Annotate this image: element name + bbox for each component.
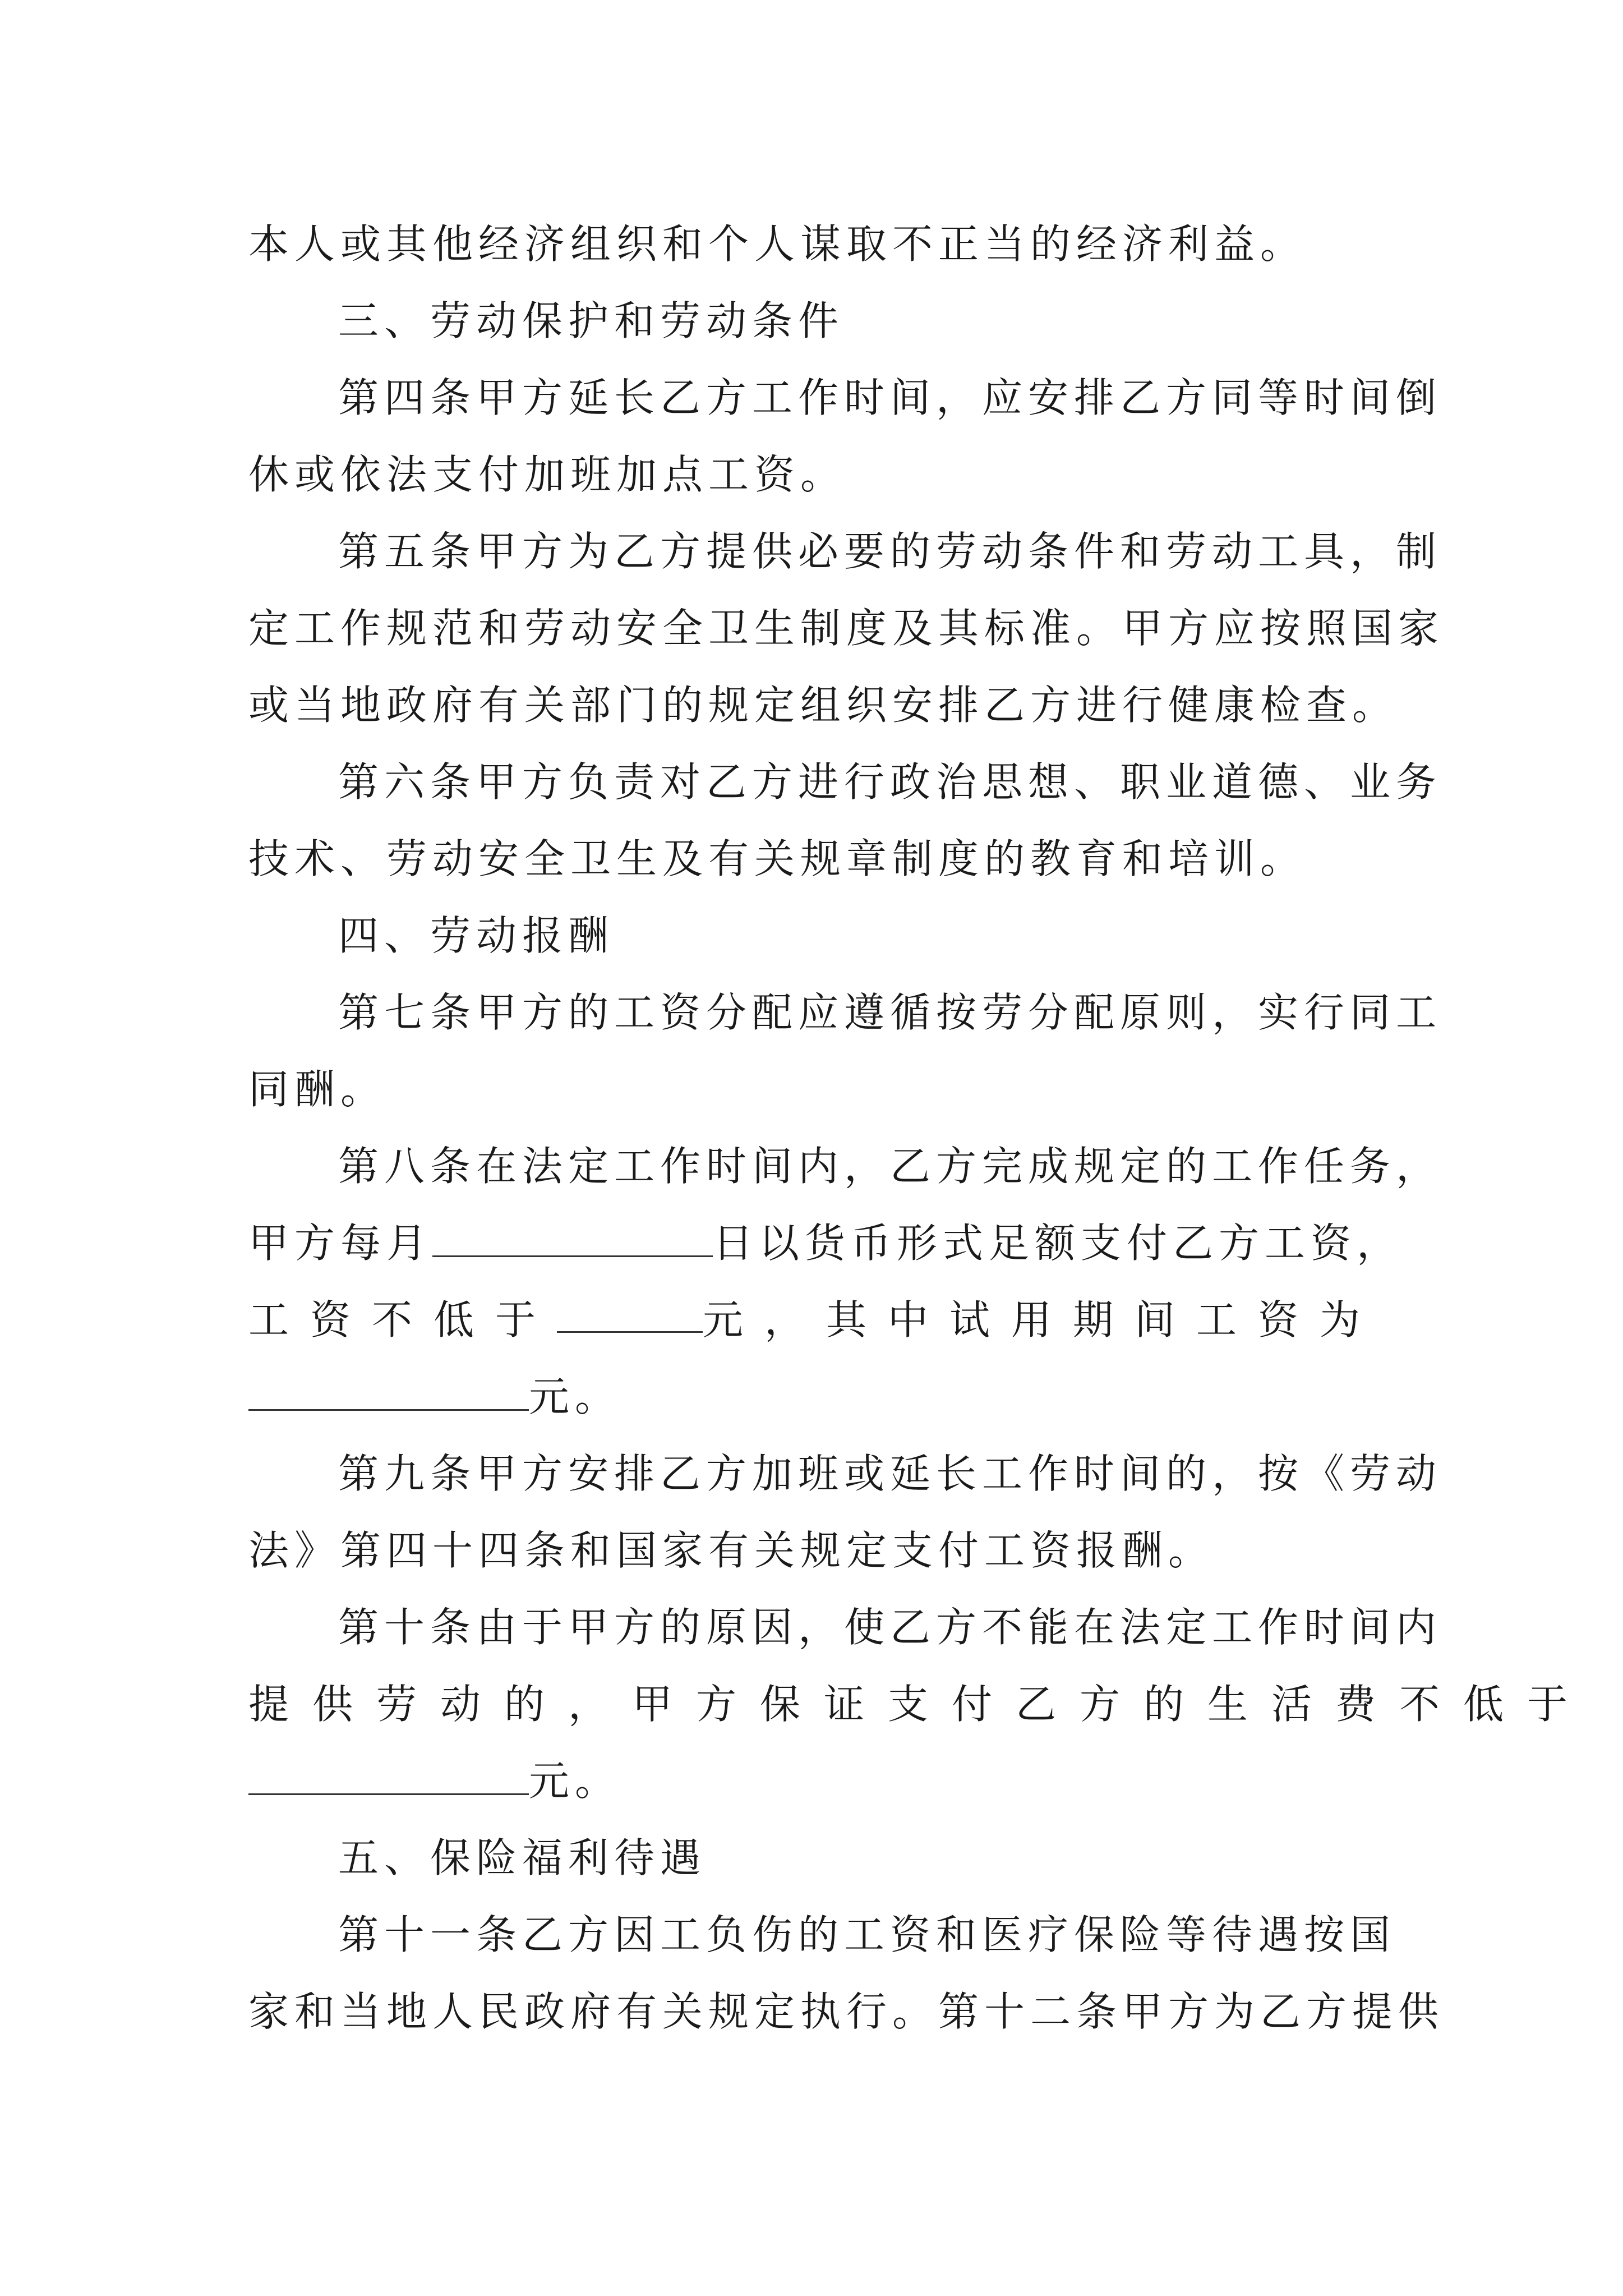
article-8-line-2: [248, 1215, 1403, 1271]
article-7-line-2: 同酬。: [248, 1066, 387, 1113]
article-10-line-2: 提供劳动的，甲方保证支付乙方的生活费不低于: [248, 1681, 1592, 1728]
article-11-line-2: 家和当地人民政府有关规定执行。第十二条甲方为乙方提供: [248, 1988, 1445, 2035]
article-10-line-3: [248, 1753, 1381, 1809]
text-line: 本人或其他经济组织和个人谋取不正当的经济利益。: [248, 220, 1307, 268]
section-heading-3: 三、劳动保护和劳动条件: [338, 297, 845, 344]
article-11-line-1: 第十一条乙方因工负伤的工资和医疗保险等待遇按国: [338, 1911, 1396, 1958]
article-5-line-3: 或当地政府有关部门的规定组织安排乙方进行健康检查。: [248, 682, 1399, 729]
article-5-line-2: 定工作规范和劳动安全卫生制度及其标准。甲方应按照国家: [248, 605, 1445, 652]
article-8-text-a: 甲方每月: [248, 1220, 433, 1267]
article-5-line-1: 第五条甲方为乙方提供必要的劳动条件和劳动工具，制: [338, 528, 1442, 575]
section-heading-4: 四、劳动报酬: [338, 912, 615, 959]
article-8-text-e: 元。: [529, 1373, 621, 1420]
article-8-text-c: 工资不低于: [248, 1296, 557, 1343]
section-heading-5: 五、保险福利待遇: [338, 1834, 707, 1881]
article-4-line-2: 休或依法支付加班加点工资。: [248, 451, 847, 498]
article-8-line-4: [248, 1369, 1381, 1425]
article-7-line-1: 第七条甲方的工资分配应遵循按劳分配原则，实行同工: [338, 989, 1442, 1036]
article-9-line-2: 法》第四十四条和国家有关规定支付工资报酬。: [248, 1527, 1215, 1574]
article-6-line-2: 技术、劳动安全卫生及有关规章制度的教育和培训。: [248, 835, 1307, 882]
article-4-line-1: 第四条甲方延长乙方工作时间，应安排乙方同等时间倒: [338, 374, 1442, 421]
blank-field-living-cost[interactable]: [248, 1754, 529, 1795]
blank-field-pay-day[interactable]: [432, 1216, 713, 1257]
blank-field-probation-wage[interactable]: [248, 1370, 529, 1411]
article-8-line-3: [248, 1292, 1381, 1348]
article-9-line-1: 第九条甲方安排乙方加班或延长工作时间的，按《劳动: [338, 1450, 1442, 1497]
article-8-text-b: 日以货币形式足额支付乙方工资，: [713, 1220, 1403, 1267]
blank-field-min-wage[interactable]: [557, 1292, 703, 1333]
article-10-text-end: 元。: [529, 1757, 621, 1805]
article-10-line-1: 第十条由于甲方的原因，使乙方不能在法定工作时间内: [338, 1604, 1442, 1651]
article-6-line-1: 第六条甲方负责对乙方进行政治思想、职业道德、业务: [338, 758, 1442, 806]
article-8-line-1: 第八条在法定工作时间内，乙方完成规定的工作任务，: [338, 1143, 1442, 1190]
article-8-text-d: 元，其中试用期间工资为: [702, 1296, 1381, 1343]
